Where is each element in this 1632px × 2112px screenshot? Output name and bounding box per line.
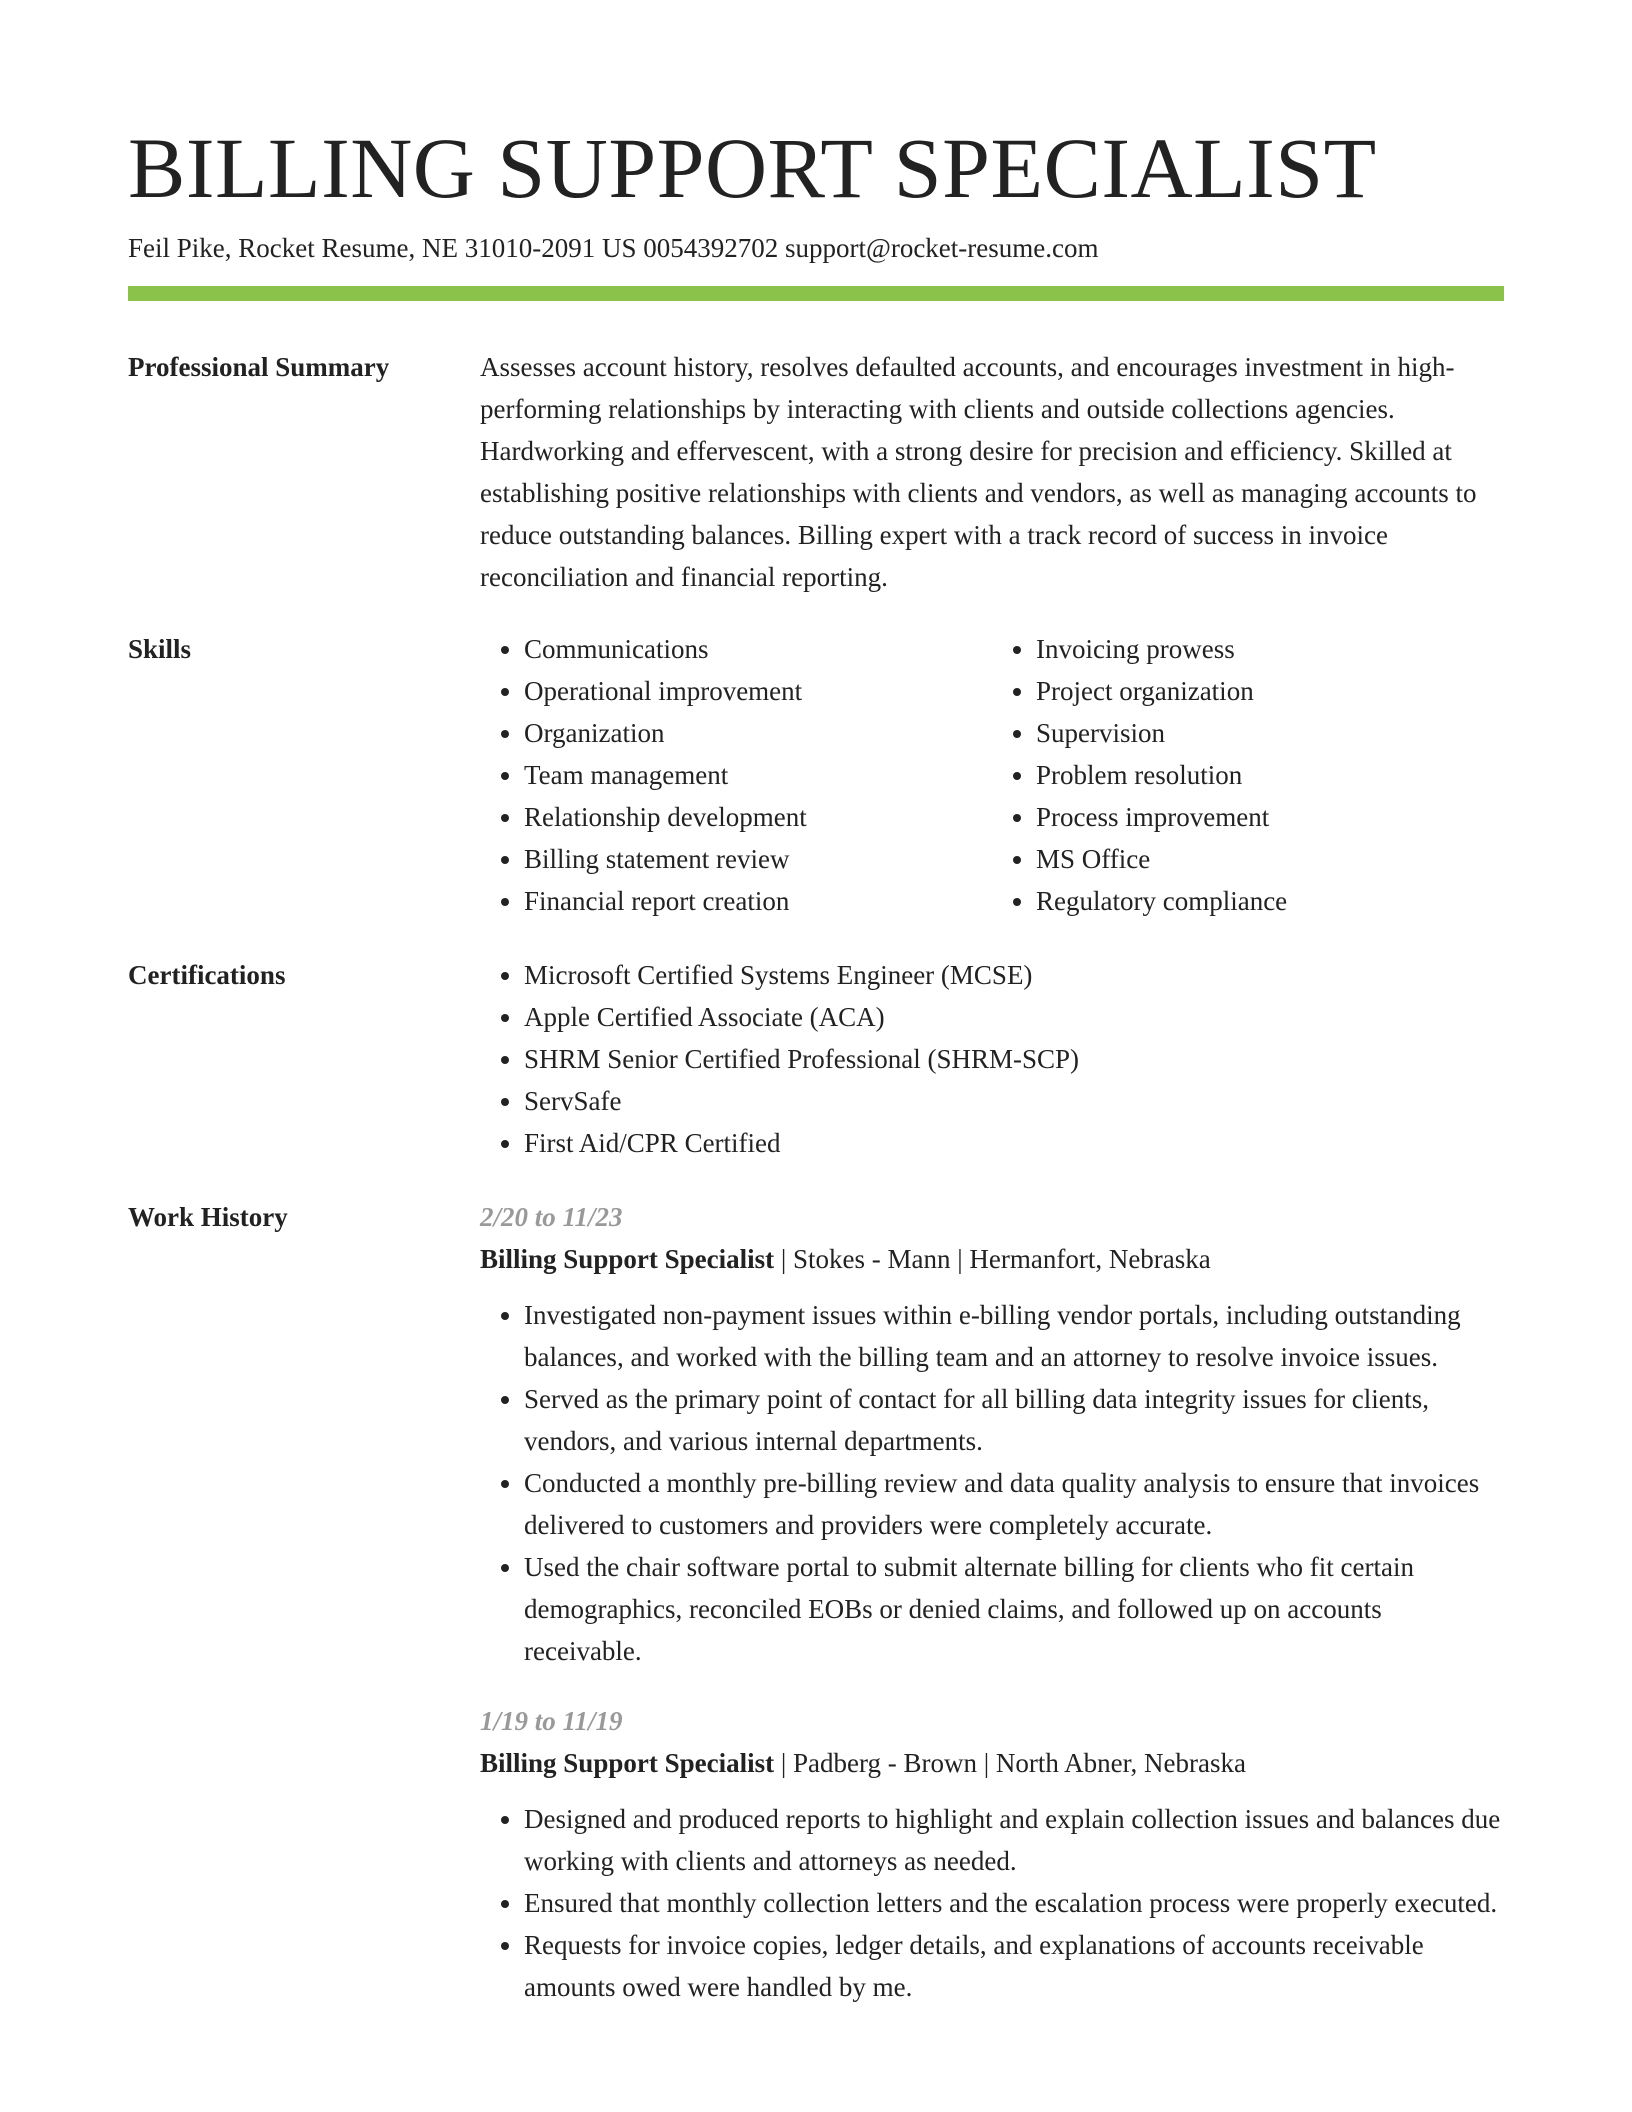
skill-item: • Communications bbox=[524, 628, 992, 670]
job-dates: 1/19 to 11/19 bbox=[480, 1706, 623, 1736]
certification-item: • ServSafe bbox=[524, 1080, 1504, 1122]
job-bullet: • Served as the primary point of contact for all billing data integrity issues for clients, vendors, and various internal departments. bbox=[524, 1378, 1504, 1462]
certifications-body bbox=[480, 954, 1504, 1164]
summary-body bbox=[480, 346, 1504, 598]
skill-item: • Relationship development bbox=[524, 796, 992, 838]
section-label-certifications: Certifications bbox=[128, 960, 286, 990]
section-label-work-history: Work History bbox=[128, 1202, 288, 1232]
job-entry bbox=[480, 1700, 1504, 2008]
certification-item: • First Aid/CPR Certified bbox=[524, 1122, 1504, 1164]
job-employer-location: | Padberg - Brown | North Abner, Nebraska bbox=[774, 1748, 1246, 1778]
skill-item: • Operational improvement bbox=[524, 670, 992, 712]
certifications-list bbox=[480, 954, 1504, 1164]
skills-body bbox=[480, 628, 1504, 922]
job-bullets bbox=[480, 1294, 1504, 1672]
job-bullet: • Ensured that monthly collection letters and the escalation process were properly executed. bbox=[524, 1882, 1504, 1924]
job-bullet: • Requests for invoice copies, ledger details, and explanations of accounts receivable amounts owed were handled by me. bbox=[524, 1924, 1504, 2008]
job-bullet: • Conducted a monthly pre-billing review and data quality analysis to ensure that invoices delivered to customers and providers were completely accurate. bbox=[524, 1462, 1504, 1546]
resume-title: BILLING SUPPORT SPECIALIST bbox=[128, 120, 1377, 216]
skill-item: • Billing statement review bbox=[524, 838, 992, 880]
job-entry bbox=[480, 1196, 1504, 1672]
certification-item: • Apple Certified Associate (ACA) bbox=[524, 996, 1504, 1038]
summary-text: Assesses account history, resolves defaulted accounts, and encourages investment in high-performing relationships by interacting with clients and outside collections agencies. Hardworking and effervescent, with a strong desire for precision and efficiency. Skilled at establishing positive relationships with clients and vendors, as well as managing accounts to reduce outstanding balances. Billing expert with a track record of success in invoice reconciliation and financial reporting. bbox=[480, 352, 1477, 592]
section-label-skills: Skills bbox=[128, 634, 192, 664]
job-title: Billing Support Specialist bbox=[480, 1748, 775, 1778]
skill-item: • Supervision bbox=[1036, 712, 1504, 754]
job-bullet: • Investigated non-payment issues within e-billing vendor portals, including outstanding balances, and worked with the billing team and an attorney to resolve invoice issues. bbox=[524, 1294, 1504, 1378]
skills-list-right bbox=[992, 628, 1504, 922]
job-employer-location: | Stokes - Mann | Hermanfort, Nebraska bbox=[774, 1244, 1211, 1274]
skill-item: • Regulatory compliance bbox=[1036, 880, 1504, 922]
job-bullet: • Used the chair software portal to submit alternate billing for clients who fit certain demographics, reconciled EOBs or denied claims, and followed up on accounts receivable. bbox=[524, 1546, 1504, 1672]
job-dates: 2/20 to 11/23 bbox=[480, 1202, 623, 1232]
job-heading bbox=[480, 1238, 1504, 1280]
contact-line: Feil Pike, Rocket Resume, NE 31010-2091 US 0054392702 support@rocket-resume.com bbox=[128, 233, 1099, 263]
job-title: Billing Support Specialist bbox=[480, 1244, 775, 1274]
certification-item: • Microsoft Certified Systems Engineer (MCSE) bbox=[524, 954, 1504, 996]
skill-item: • Problem resolution bbox=[1036, 754, 1504, 796]
work-history-body bbox=[480, 1196, 1504, 2036]
skill-item: • Project organization bbox=[1036, 670, 1504, 712]
certification-item: • SHRM Senior Certified Professional (SHRM-SCP) bbox=[524, 1038, 1504, 1080]
skills-list-left bbox=[480, 628, 992, 922]
job-bullets bbox=[480, 1798, 1504, 2008]
skill-item: • Organization bbox=[524, 712, 992, 754]
header-divider bbox=[128, 286, 1504, 301]
skill-item: • Invoicing prowess bbox=[1036, 628, 1504, 670]
skill-item: • Process improvement bbox=[1036, 796, 1504, 838]
skill-item: • Team management bbox=[524, 754, 992, 796]
skill-item: • Financial report creation bbox=[524, 880, 992, 922]
section-label-summary: Professional Summary bbox=[128, 352, 390, 382]
job-bullet: • Designed and produced reports to highlight and explain collection issues and balances due working with clients and attorneys as needed. bbox=[524, 1798, 1504, 1882]
skill-item: • MS Office bbox=[1036, 838, 1504, 880]
job-heading bbox=[480, 1742, 1504, 1784]
